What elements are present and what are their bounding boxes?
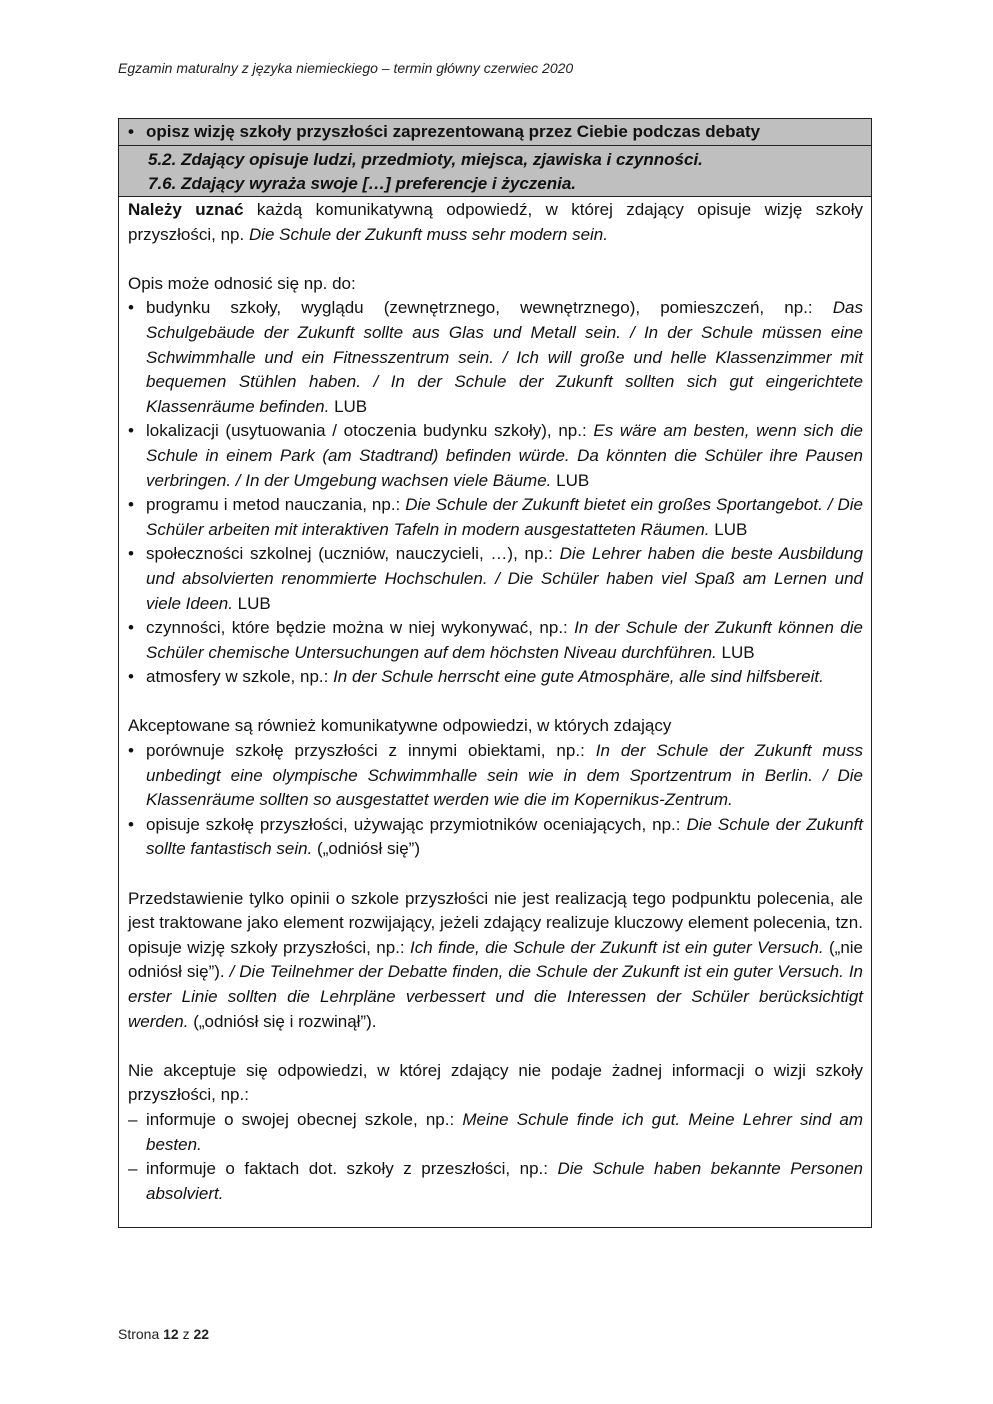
task-bullet-row: [119, 119, 871, 146]
bullet-icon: •: [128, 421, 134, 441]
dash-icon: –: [128, 1109, 138, 1129]
list-item: • czynności, które będzie można w niej wykonywać, np.: In der Schule der Zukunft können die Schüler chemische Untersuchungen auf dem höchsten Niveau durchführen. LUB: [128, 618, 863, 662]
rejected-lead: Nie akceptuje się odpowiedzi, w której zdający nie podaje żadnej informacji o wizji szkoły przyszłości, np.:: [128, 1060, 863, 1105]
bullet-icon: •: [128, 544, 134, 564]
requirement-2: 7.6. Zdający wyraża swoje […] preferencje i życzenia.: [148, 174, 577, 193]
rejected-list: [128, 1108, 863, 1206]
criteria-content: [119, 197, 871, 1206]
bullet-icon: •: [128, 741, 134, 761]
criteria-box: [118, 118, 872, 1228]
list-item: – informuje o swojej obecnej szkole, np.: Meine Schule finde ich gut. Meine Lehrer sind am besten.: [128, 1109, 864, 1154]
bullet-icon: •: [128, 814, 134, 834]
list-item: • lokalizacji (usytuowania / otoczenia budynku szkoły), np.: Es wäre am besten, wenn sich die Schule in einem Park (am Stadtrand) befinden würde. Da könnten die Schüler ihre Pausen verbringen. / In der Umgebung wachsen viele Bäume. LUB: [128, 421, 864, 490]
opinion-paragraph: Przedstawienie tylko opinii o szkole przyszłości nie jest realizacją tego podpunktu polecenia, ale jest traktowane jako element rozwijający, jeżeli zdający realizuje kluczowy element polecenia, tzn. opisuje wizję szkoły przyszłości, np.: Ich finde, die Schule der Zukunft ist ein guter Versuch. („nie odniósł się”). / Die Teilnehmer der Debatte finden, die Schule der Zukunft ist ein guter Versuch. In erster Linie sollten die Lehrpläne verbessert und die Interessen der Schüler berücksichtigt werden. („odniósł się i rozwinął”).: [128, 888, 864, 1031]
requirement-1: 5.2. Zdający opisuje ludzi, przedmioty, miejsca, zjawiska i czynności.: [148, 150, 703, 169]
bullet-icon: •: [128, 122, 134, 141]
list-item: • budynku szkoły, wyglądu (zewnętrznego, wewnętrznego), pomieszczeń, np.: Das Schulgebäude der Zukunft sollte aus Glas und Metall sein. / In der Schule müssen eine Schwimmhalle und ein Fitnesszentrum sein. / Ich will große und helle Klassenzimmer mit bequemen Stühlen haben. / In der Schule der Zukunft sollten sich gut eingerichtete Klassenräume befinden. LUB: [128, 298, 863, 416]
list-item: – informuje o faktach dot. szkoły z przeszłości, np.: Die Schule haben bekannte Personen absolviert.: [128, 1159, 863, 1203]
exam-header: Egzamin maturalny z języka niemieckiego – termin główny czerwiec 2020: [118, 60, 574, 76]
accepted-list: [128, 739, 863, 862]
page-footer: Strona 12 z 22: [118, 1326, 210, 1342]
page-number: 12: [163, 1326, 179, 1342]
intro-example: Die Schule der Zukunft muss sehr modern sein.: [248, 224, 608, 244]
list-item: • społeczności szkolnej (uczniów, nauczycieli, …), np.: Die Lehrer haben die beste Ausbildung und absolvierten renommierte Hochschulen. / Die Schüler haben viel Spaß am Lernen und viele Ideen. LUB: [128, 544, 863, 613]
bullet-icon: •: [128, 298, 134, 318]
list-item: • opisuje szkołę przyszłości, używając przymiotników oceniających, np.: Die Schule der Zukunft sollte fantastisch sein. („odniósł się”): [128, 814, 863, 859]
description-lead: Opis może odnosić się np. do:: [128, 273, 356, 293]
list-item: • programu i metod nauczania, np.: Die Schule der Zukunft bietet ein großes Sportangebot. / Die Schüler arbeiten mit interaktiven Tafeln in modern ausgestatteten Räumen. LUB: [128, 495, 864, 539]
description-list: [128, 296, 863, 690]
list-item: • atmosfery w szkole, np.: In der Schule herrscht eine gute Atmosphäre, alle sind hilfsbereit.: [128, 665, 863, 690]
dash-icon: –: [128, 1159, 138, 1179]
list-item: • porównuje szkołę przyszłości z innymi obiektami, np.: In der Schule der Zukunft muss unbedingt eine olympische Schwimmhalle sein wie in dem Sportzentrum in Berlin. / Die Klassenräume sollten so ausgestattet werden wie die im Kopernikus-Zentrum.: [128, 741, 863, 810]
accepted-lead: Akceptowane są również komunikatywne odpowiedzi, w których zdający: [128, 716, 672, 736]
bullet-icon: •: [128, 667, 134, 687]
task-bullet-title: opisz wizję szkoły przyszłości zaprezentowaną przez Ciebie podczas debaty: [146, 122, 761, 141]
bullet-icon: •: [128, 618, 134, 638]
intro-paragraph: Należy uznać każdą komunikatywną odpowiedź, w której zdający opisuje wizję szkoły przyszłości, np. Die Schule der Zukunft muss sehr modern sein.: [128, 200, 864, 244]
requirements-row: [119, 146, 871, 197]
bullet-icon: •: [128, 495, 134, 515]
page-total: 22: [193, 1326, 210, 1342]
intro-bold: Należy uznać: [128, 200, 244, 219]
